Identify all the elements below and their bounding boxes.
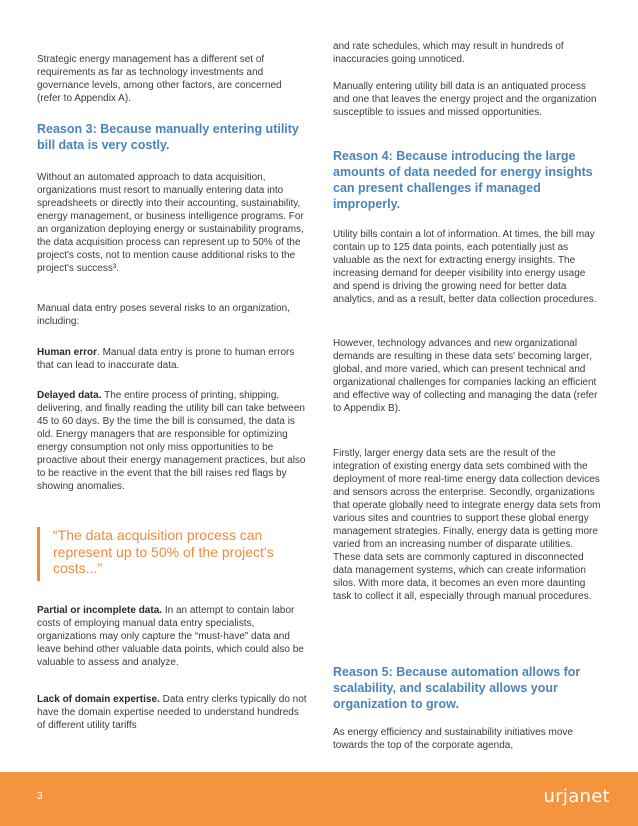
domain-expertise-label: Lack of domain expertise. — [37, 694, 160, 705]
pull-quote-text: “The data acquisition process can represent up to 50% of the project’s costs...” — [53, 527, 274, 576]
human-error-label: Human error — [37, 347, 98, 358]
page-footer — [0, 772, 638, 826]
automated-approach-paragraph: Without an automated approach to data acquisition, organizations must resort to manually entering data into spreadsheets or directly into their accounting, sustainability, energy management, or business intelligence programs. For an organization deploying energy or sustainability programs, the data acquisition process can represent up to 50% of the project's costs, not to mention cause additional risks to the project's success³. — [37, 172, 304, 274]
domain-expertise-text: Data entry clerks typically do not have the domain expertise needed to understand hundreds of different utility tariffs — [37, 694, 307, 731]
reason-3-heading: Reason 3: Because manually entering utility bill data is very costly. — [37, 122, 299, 152]
pull-quote — [37, 527, 307, 583]
page-number: 3 — [37, 791, 43, 802]
reason-5-heading: Reason 5: Because automation allows for scalability, and scalability allows your organization to grow. — [333, 665, 581, 711]
delayed-data-text: The entire process of printing, shipping, delivering, and finally reading the utility bill can take between 45 to 60 days. By the time the bill is consumed, the data is old. Energy managers that are responsible for optimizing energy consumption not only miss opportunities to be proactive about their energy management practices, but also to be reactive in the event that the bill raises red flags by showing anomalies. — [37, 390, 306, 492]
intro-paragraph: Strategic energy management has a different set of requirements as far as technology investments and governance levels, among other factors, are concerned (refer to Appendix A). — [37, 54, 282, 104]
utility-bills-paragraph: Utility bills contain a lot of information. At times, the bill may contain up to 125 data points, each potentially just as valuable as the next for extracting energy insights. The increasing demand for deeper visibility into energy usage and spend is driving the growing need for better data analytics, and as a result, better data collection procedures. — [333, 229, 597, 305]
larger-data-sets-paragraph: Firstly, larger energy data sets are the result of the integration of existing energy data sets combined with the deployment of more real-time energy data collection devices and sensors across the enterprise. Secondly, organizations that operate globally need to integrate energy data sets from various sites and countries to support these global energy management strategies. Finally, energy data is getting more varied from an increasing number of disparate utilities. These data sets are commonly captured in disconnected data management systems, which can create information silos. With more data, it becomes an even more daunting task to collect it all, especially through manual procedures. — [333, 448, 601, 602]
antiquated-process-paragraph: Manually entering utility bill data is an antiquated process and one that leaves the energy project and the organization susceptible to issues and missed opportunities. — [333, 81, 597, 118]
energy-efficiency-paragraph: As energy efficiency and sustainability initiatives move towards the top of the corporate agenda, — [333, 727, 573, 751]
logo-text: urjanet — [543, 786, 610, 807]
human-error-text: . Manual data entry is prone to human errors that can lead to inaccurate data. — [37, 347, 295, 371]
continuation-paragraph: and rate schedules, which may result in hundreds of inaccuracies going unnoticed. — [333, 41, 564, 65]
partial-data-label: Partial or incomplete data. — [37, 605, 163, 616]
quote-accent-bar — [37, 527, 40, 581]
partial-data-text: In an attempt to contain labor costs of employing manual data entry specialists, organizations may only capture the “must-have” data and leave behind other valuable data points, which could also be valuable to assess and analyze. — [37, 605, 304, 668]
delayed-data-label: Delayed data. — [37, 390, 102, 401]
technology-advances-paragraph: However, technology advances and new organizational demands are resulting in these data sets' becoming larger, global, and more varied, which can present technical and organizational challenges for companies lacking an efficient and effective way of collecting and managing the data (refer to Appendix B). — [333, 338, 598, 414]
human-error-paragraph — [37, 346, 307, 372]
reason-4-heading: Reason 4: Because introducing the large amounts of data needed for energy insights can present challenges if managed improperly. — [333, 149, 593, 211]
urjanet-logo — [544, 786, 610, 808]
partial-data-paragraph — [37, 604, 307, 669]
domain-expertise-paragraph — [37, 693, 307, 732]
manual-entry-risks-paragraph: Manual data entry poses several risks to an organization, including: — [37, 303, 290, 327]
delayed-data-paragraph — [37, 389, 307, 493]
